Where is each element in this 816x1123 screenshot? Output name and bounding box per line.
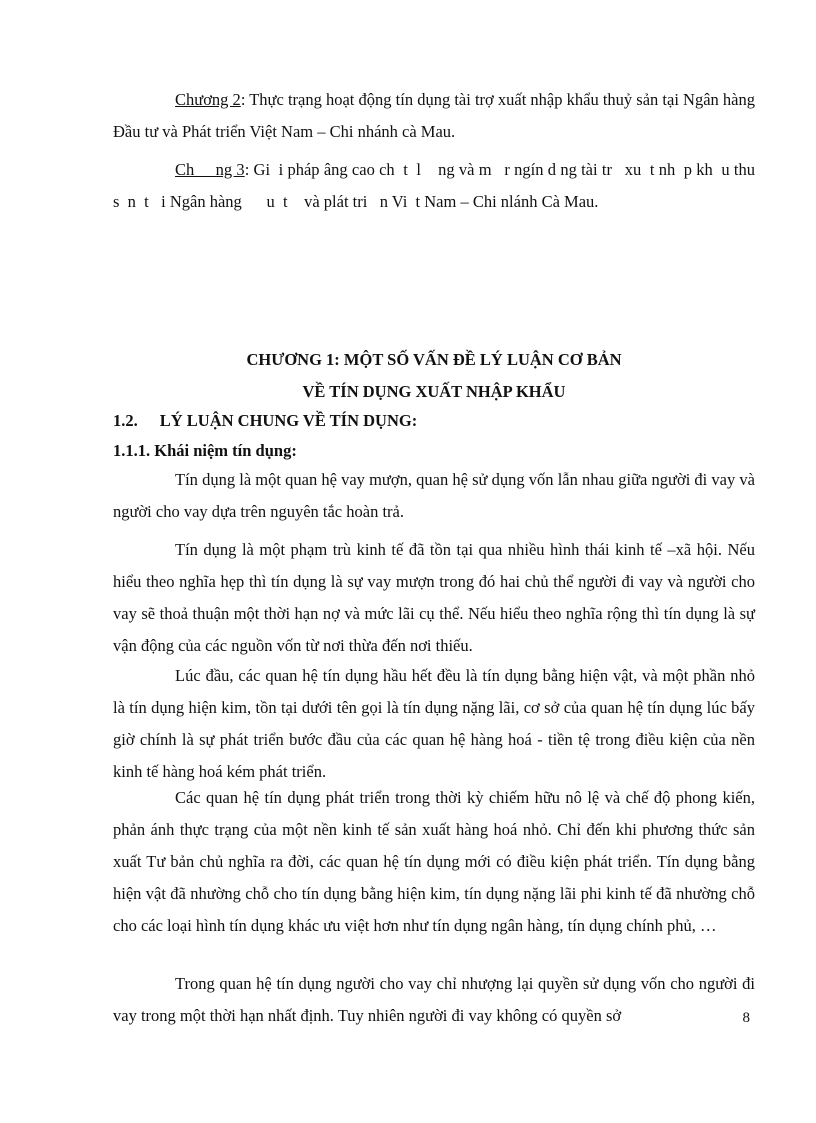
subsection-heading: 1.1.1. Khái niệm tín dụng: bbox=[113, 441, 297, 460]
page-number: 8 bbox=[742, 1010, 750, 1026]
chapter1-title-line2: VỀ TÍN DỤNG XUẤT NHẬP KHẨU bbox=[302, 382, 566, 401]
section-title: LÝ LUẬN CHUNG VỀ TÍN DỤNG: bbox=[159, 411, 418, 430]
chapter3-text: : Gi i pháp âng cao ch t l ng và m r ngín d ng tài tr xu t nh p kh u thu s n t i Ngân hàng u t và plát tri n Vi t Nam – Chi nlánh Cà Mau. bbox=[113, 160, 768, 211]
paragraph-4: Các quan hệ tín dụng phát triển trong thời kỳ chiếm hữu nô lệ và chế độ phong kiến, phản ánh thực trạng của một nền kinh tế sản xuất hàng hoá nhỏ. Chỉ đến khi phương thức sản xuất Tư bản chủ nghĩa ra đời, các quan hệ tín dụng mới có điều kiện phát triển. Tín dụng bằng hiện vật đã nhường chỗ cho tín dụng bằng hiện kim, tín dụng nặng lãi phi kinh tế đã nhường chỗ cho các loại hình tín dụng khác ưu việt hơn như tín dụng ngân hàng, tín dụng chính phủ, … bbox=[113, 788, 755, 935]
chapter3-label: Ch ng 3 bbox=[175, 160, 245, 179]
section-heading bbox=[113, 406, 417, 436]
chapter3-summary bbox=[113, 154, 768, 218]
section-number: 1.2. bbox=[113, 411, 138, 430]
paragraph-5: Trong quan hệ tín dụng người cho vay chỉ nhượng lại quyền sử dụng vốn cho người đi vay trong một thời hạn nhất định. Tuy nhiên người đi vay không có quyền sở bbox=[113, 974, 755, 1025]
chapter2-summary bbox=[113, 84, 755, 148]
chapter2-text: : Thực trạng hoạt động tín dụng tài trợ xuất nhập khẩu thuỷ sản tại Ngân hàng Đầu tư và Phát triển Việt Nam – Chi nhánh cà Mau. bbox=[113, 90, 755, 141]
paragraph-3: Lúc đầu, các quan hệ tín dụng hầu hết đều là tín dụng bằng hiện vật, và một phần nhỏ là tín dụng hiện kim, tồn tại dưới tên gọi là tín dụng nặng lãi, cơ sở của quan hệ tín dụng lúc bấy giờ chính là sự phát triển bước đầu của các quan hệ hàng hoá - tiền tệ trong điều kiện của nền kinh tế hàng hoá kém phát triển. bbox=[113, 666, 755, 781]
paragraph-2: Tín dụng là một phạm trù kinh tế đã tồn tại qua nhiều hình thái kinh tế –xã hội. Nếu hiểu theo nghĩa hẹp thì tín dụng là sự vay mượn trong đó hai chủ thể người đi vay và người cho vay sẽ thoả thuận một thời hạn nợ và mức lãi cụ thể. Nếu hiểu theo nghĩa rộng thì tín dụng là sự vận động của các nguồn vốn từ nơi thừa đến nơi thiếu. bbox=[113, 540, 755, 655]
chapter1-title-line1: CHƯƠNG 1: MỘT SỐ VẤN ĐỀ LÝ LUẬN CƠ BẢN bbox=[246, 350, 622, 369]
paragraph-1: Tín dụng là một quan hệ vay mượn, quan hệ sử dụng vốn lẫn nhau giữa người đi vay và người cho vay dựa trên nguyên tắc hoàn trả. bbox=[113, 470, 755, 521]
chapter2-label: Chương 2 bbox=[175, 90, 241, 109]
